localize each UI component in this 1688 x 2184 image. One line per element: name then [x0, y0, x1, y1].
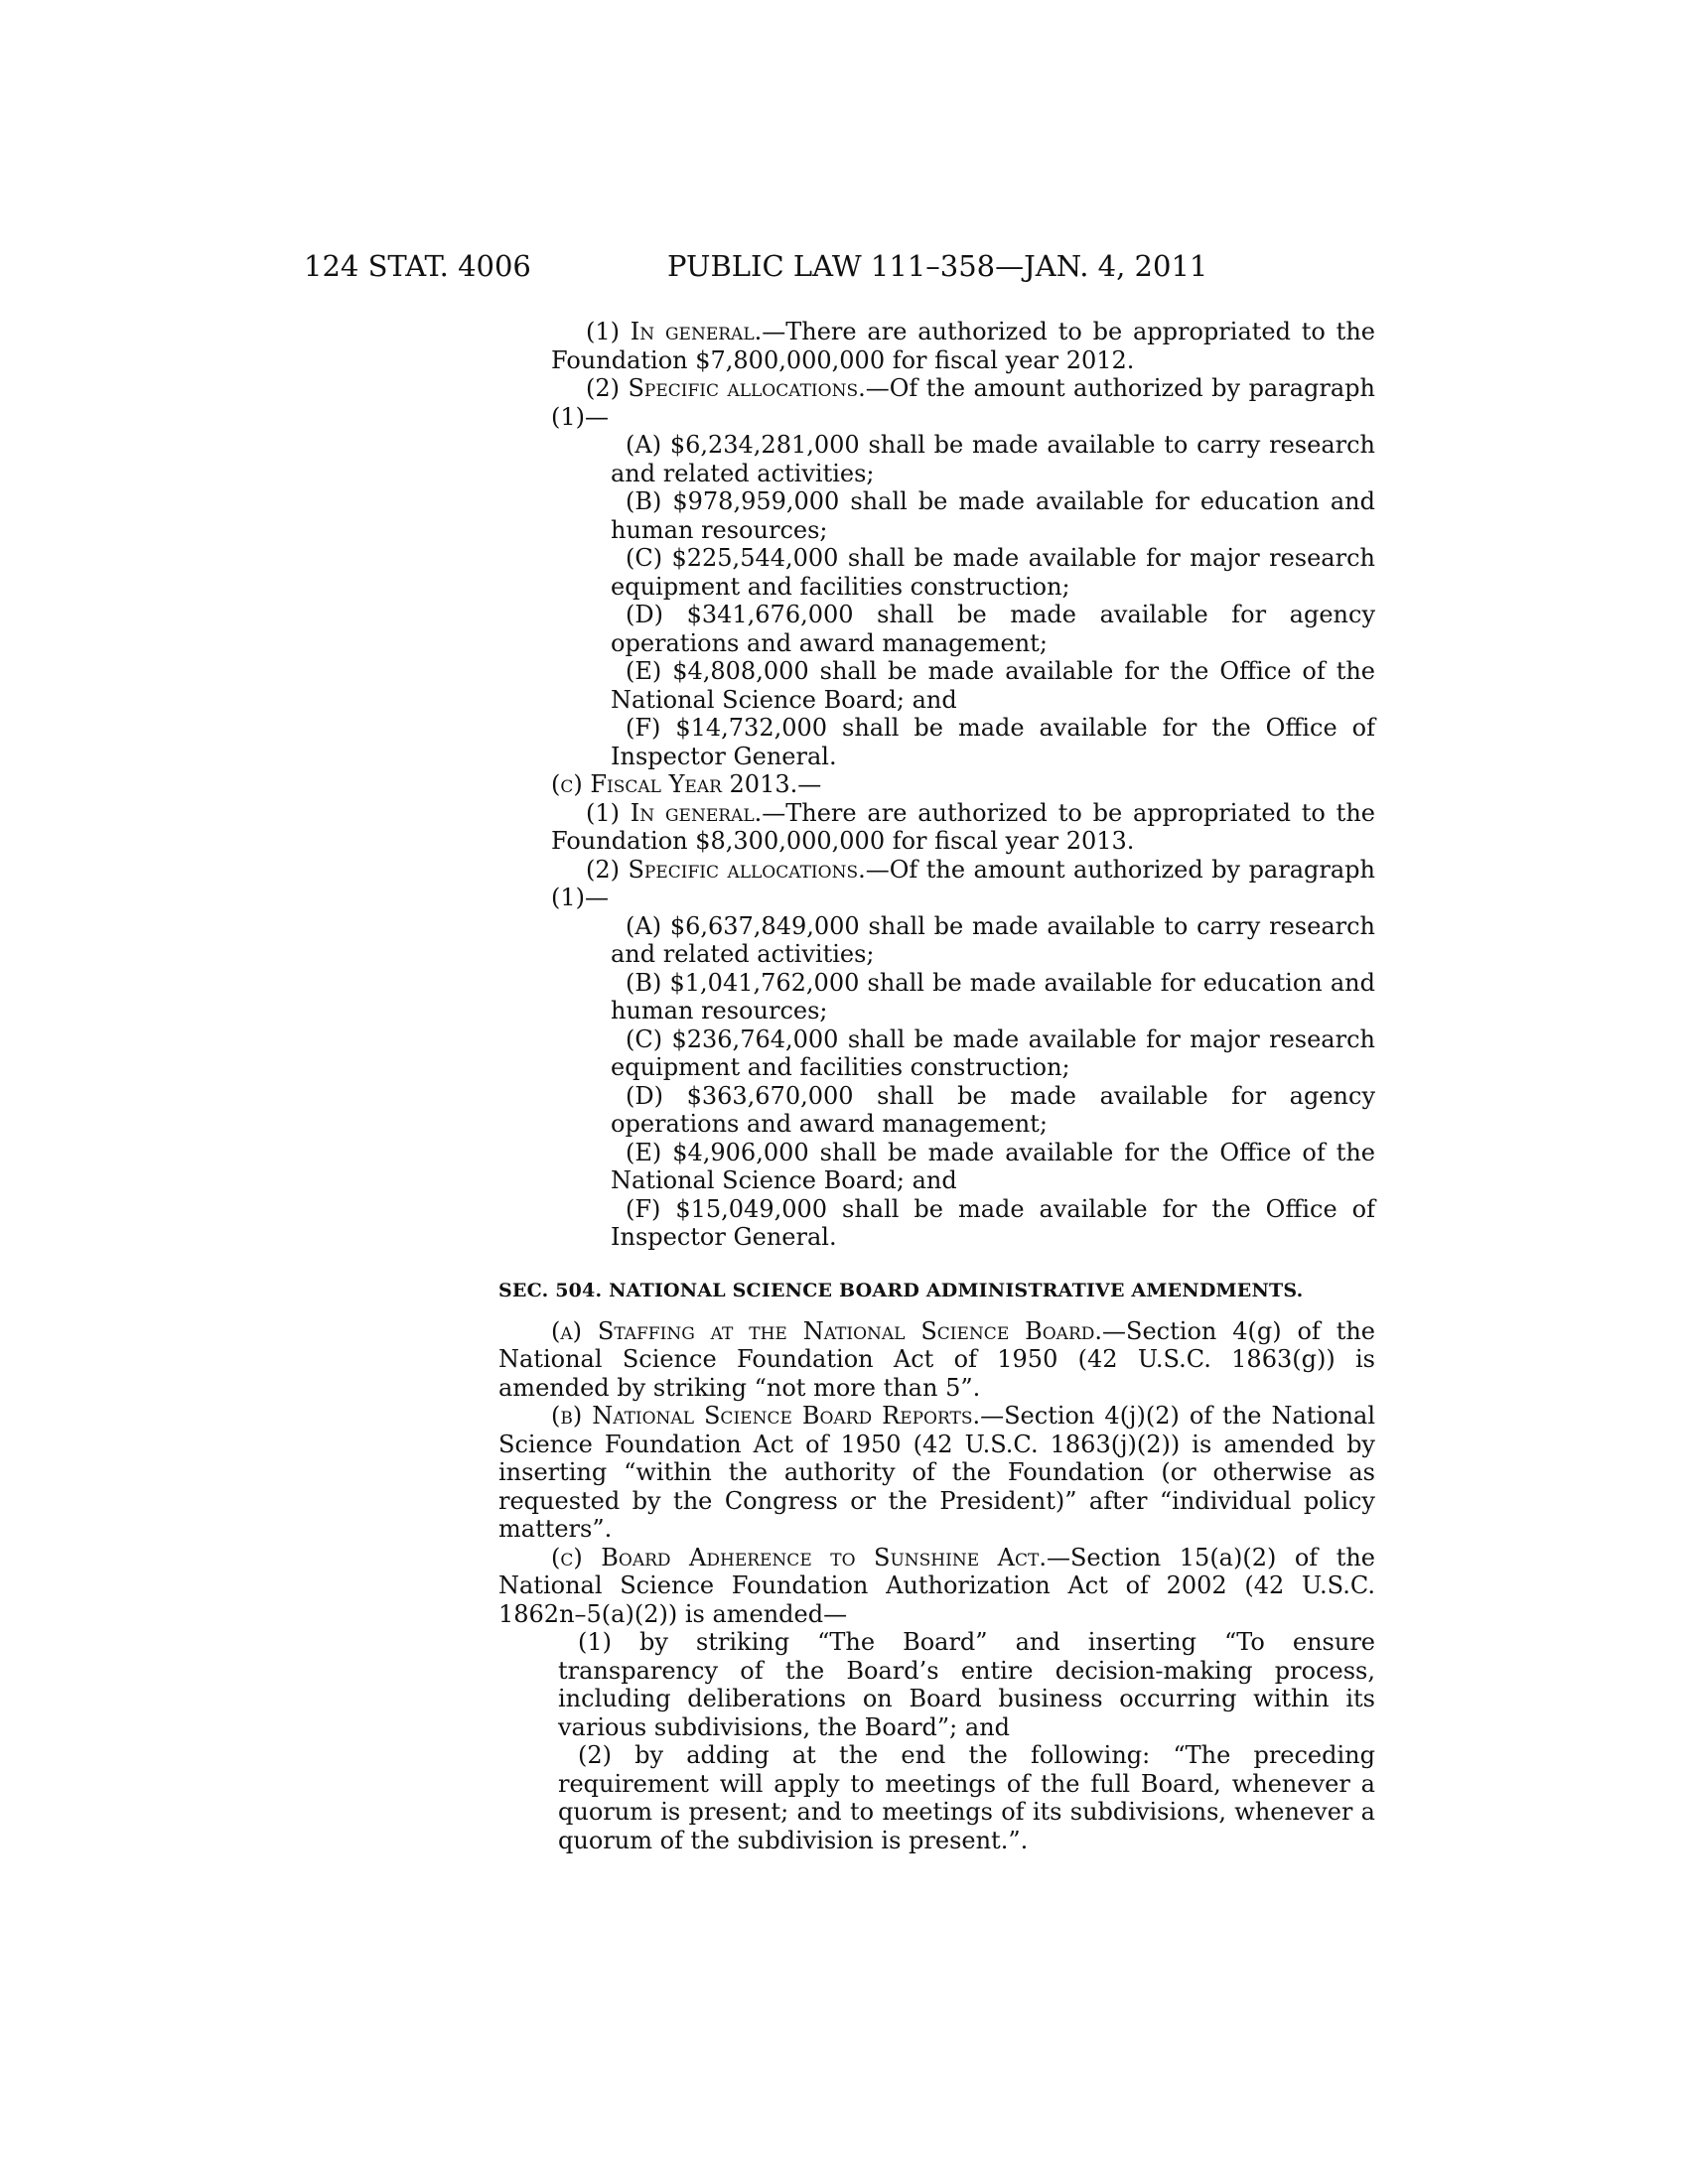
fy2013-general-label: (1) In general. — [586, 798, 763, 827]
fy2013-item-a: (A) $6,637,849,000 shall be made available to carry research and related activities; — [611, 911, 1375, 968]
fy2013-item-b: (B) $1,041,762,000 shall be made available for education and human resources; — [611, 968, 1375, 1024]
sec504-c-label: (c) Board Adherence to Sunshine Act. — [551, 1543, 1047, 1571]
fy2012-item-c: (C) $225,544,000 shall be made available for major research equipment and facilities construction; — [611, 544, 1375, 601]
sec504-a-label: (a) Staffing at the National Science Board. — [551, 1316, 1103, 1345]
fy2013-allocations-text: —Of the amount authorized by paragraph (1)— — [551, 855, 1375, 911]
fy2013-allocations-paragraph — [551, 856, 1375, 912]
fy2012-allocations-text: —Of the amount authorized by paragraph (1)— — [551, 374, 1375, 431]
sec504-subsection-a — [498, 1317, 1375, 1403]
fy2012-general-paragraph — [551, 318, 1375, 374]
section-504-heading: SEC. 504. NATIONAL SCIENCE BOARD ADMINISTRATIVE AMENDMENTS. — [498, 1279, 1304, 1301]
page-header — [0, 246, 1688, 286]
sec504-subsection-c — [498, 1544, 1375, 1629]
fy2013-item-f: (F) $15,049,000 shall be made available for the Office of Inspector General. — [611, 1194, 1375, 1251]
public-law-citation: PUBLIC LAW 111–358—JAN. 4, 2011 — [667, 249, 1208, 283]
fy2012-item-f: (F) $14,732,000 shall be made available for the Office of Inspector General. — [611, 714, 1375, 770]
sec504-b-text: —Section 4(j)(2) of the National Science Foundation Act of 1950 (42 U.S.C. 1863(j)(2)) is amended by inserting “within the authority of the Foundation (or otherwise as requested by the Congress or the President)” after “individual policy matters”. — [498, 1402, 1375, 1543]
section-504-body — [498, 1317, 1375, 1855]
fy2012-item-e: (E) $4,808,000 shall be made available for the Office of the National Science Board; and — [611, 657, 1375, 714]
fy2013-item-e: (E) $4,906,000 shall be made available for the Office of the National Science Board; and — [611, 1138, 1375, 1194]
fy2012-general-label: (1) In general. — [586, 318, 763, 345]
fy2012-general-text: —There are authorized to be appropriated to the Foundation $7,800,000,000 for fiscal year 2012. — [551, 318, 1375, 374]
sec504-c-item-1: (1) by striking “The Board” and inserting “To ensure transparency of the Board’s entire decision-making process, including deliberations on Board business occurring within its various subdivisions, the Board”; and — [558, 1628, 1375, 1741]
fy2013-general-paragraph — [551, 799, 1375, 856]
fy2013-item-d: (D) $363,670,000 shall be made available for agency operations and award management; — [611, 1081, 1375, 1138]
fy2012-allocations-paragraph — [551, 374, 1375, 431]
statute-page-number: 124 STAT. 4006 — [304, 249, 531, 283]
sec504-a-text: —Section 4(g) of the National Science Foundation Act of 1950 (42 U.S.C. 1863(g)) is amended by striking “not more than 5”. — [498, 1316, 1375, 1402]
fy2012-allocations-label: (2) Specific allocations. — [586, 374, 866, 402]
sec504-subsection-b — [498, 1402, 1375, 1544]
fy2012-item-b: (B) $978,959,000 shall be made available for education and human resources; — [611, 487, 1375, 544]
sec504-c-item-2: (2) by adding at the end the following: “The preceding requirement will apply to meetings of the full Board, whenever a quorum is present; and to meetings of its subdivisions, whenever a quorum of the subdivision is present.”. — [558, 1741, 1375, 1854]
fy2013-item-c: (C) $236,764,000 shall be made available for major research equipment and facilities construction; — [611, 1024, 1375, 1081]
fy2012-item-d: (D) $341,676,000 shall be made available for agency operations and award management; — [611, 601, 1375, 657]
sec504-b-label: (b) National Science Board Reports. — [551, 1402, 981, 1430]
sec504-c-text: —Section 15(a)(2) of the National Science Foundation Authorization Act of 2002 (42 U.S.C. 1862n–5(a)(2)) is amended— — [498, 1543, 1375, 1628]
fy2012-item-a: (A) $6,234,281,000 shall be made available to carry research and related activities; — [611, 431, 1375, 487]
fy2013-general-text: —There are authorized to be appropriated to the Foundation $8,300,000,000 for fiscal year 2013. — [551, 798, 1375, 855]
fy2013-heading: (c) Fiscal Year 2013.— — [551, 770, 822, 798]
document-body — [498, 318, 1375, 1854]
fy2013-allocations-label: (2) Specific allocations. — [586, 855, 866, 884]
